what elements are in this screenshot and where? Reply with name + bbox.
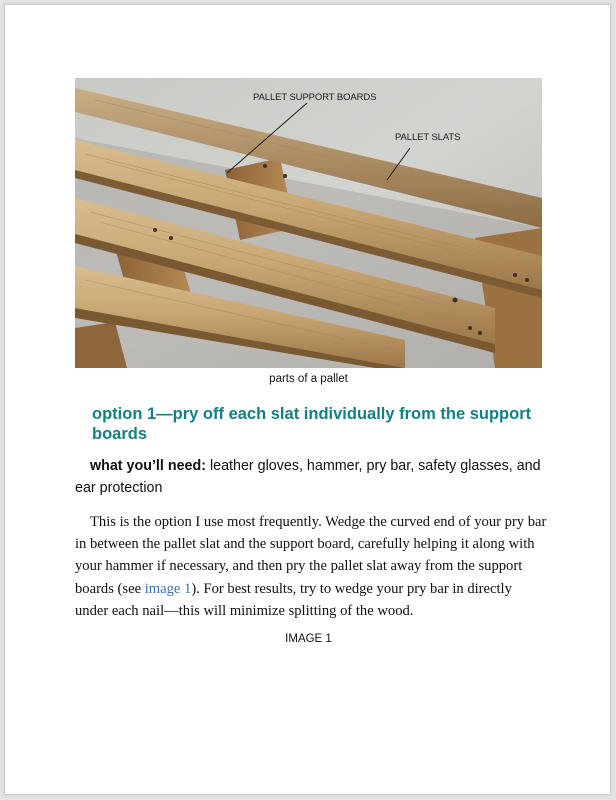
section-heading: option 1—pry off each slat individually from the support boards [92, 405, 532, 443]
body-text-end: ). For best results, try to wedge your pry bar in directly under each nail—this will minimize splitting of the wood. [75, 580, 512, 619]
needs-paragraph [75, 455, 555, 499]
document-page [4, 4, 611, 795]
image-label: IMAGE 1 [285, 633, 332, 645]
body-paragraph [75, 511, 548, 622]
image-link[interactable]: image 1 [144, 580, 192, 597]
callout-support-boards: PALLET SUPPORT BOARDS [253, 92, 377, 103]
callout-slats: PALLET SLATS [395, 132, 461, 143]
pallet-photo [75, 78, 542, 368]
needs-label: what you’ll need: [90, 458, 206, 474]
figure-caption: parts of a pallet [269, 373, 348, 385]
body-text-start: This is the option I use most frequently. Wedge the curved end of your pry bar in between the pallet slat and the support board, carefully helping it along with your hammer if necessary, and then pry the pallet slat away from the support boards (see [75, 514, 547, 597]
needs-text: leather gloves, hammer, pry bar, safety glasses, and ear protection [75, 458, 541, 496]
